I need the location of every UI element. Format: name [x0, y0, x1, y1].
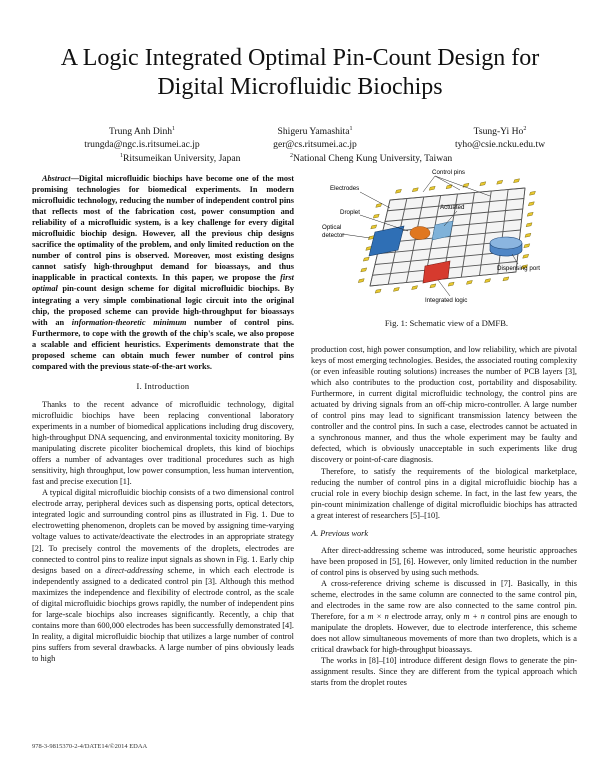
control-pin [395, 189, 401, 193]
intro-paragraph-2a: A typical digital microfluidic biochip consists of a two dimensional control electrode array, peripheral devices such as dispensing ports, optical detectors, integrated logic and surrounding control pins as illustrated in Fig. 1. Due to electrowetting phenomenon, droplets can be moved by assigning time-varying voltage values to activate/deactivate the electrodes in an appropriate strategy [2]. To precisely control the movements of the droplets, electrodes are connected to control pins to realize input signals as shown in Fig. 1. Early chip designs based on a [32, 488, 294, 575]
affiliation-2-sup: 2 [290, 153, 293, 159]
right-paragraph-4c: control pins are enough to manipulate the droplets. However, due to electrode interference, this scheme does not allow simultaneous movements of more than two droplets, which is a critical drawback for high-throughput bioassays. [311, 612, 578, 655]
author-3 [430, 123, 570, 151]
label-optical: Optical [322, 224, 342, 231]
intro-paragraph-2 [32, 487, 294, 664]
label-actuated: Actuated [440, 204, 465, 211]
right-paragraph-4b: electrode array, only [388, 612, 464, 622]
label-control-pins: Control pins [432, 169, 466, 176]
math-m-times-n: m × n [367, 612, 389, 622]
author-2-name: Shigeru Yamashita [277, 126, 350, 138]
author-3-sup: 2 [523, 126, 527, 132]
label-dispensing-port: Dispensing port [497, 265, 540, 272]
control-pin [448, 282, 454, 286]
control-pin [412, 188, 418, 192]
control-pin [514, 179, 520, 183]
right-paragraph-5: The works in [8]–[10] introduce different design flows to generate the pin-assignment results. Since they are different from the typical approach which starts from the droplet routes [311, 656, 577, 688]
left-column [32, 173, 294, 664]
abstract-label: Abstract [42, 174, 71, 183]
control-pin [525, 233, 531, 237]
abstract-emphasis-1: first optimal [32, 273, 294, 294]
control-pin [358, 279, 364, 283]
dispensing-port-top [490, 237, 522, 249]
control-pin [429, 186, 435, 190]
control-pin [361, 268, 367, 272]
footer-copyright: 978-3-9815370-2-4/DATE14/©2014 EDAA [32, 743, 148, 750]
affiliation-1-sup: 1 [120, 153, 123, 159]
control-pin [412, 286, 418, 290]
control-pin [371, 225, 377, 229]
label-droplet: Droplet [340, 209, 360, 216]
right-paragraph-4 [311, 578, 577, 655]
abstract-text-2: pin-count design scheme for digital microfluidic biochips. By integrating a very simple combinational logic circuit into the original chip, the proposed scheme can provide high-throughput for bioassays with an [32, 284, 294, 327]
abstract-text-3: number of control pins. Furthermore, to cope with the growth of the chip's scale, we also propose a scalable and efficient heuristics. Experiments demonstrate that the proposed scheme can obtain much fewer number of control pins compared with the previous state-of-the-art works. [32, 317, 294, 371]
abstract [32, 173, 294, 372]
control-pin [526, 223, 532, 227]
figure-1-schematic [320, 168, 570, 314]
author-1 [72, 123, 212, 151]
right-paragraph-1: production cost, high power consumption, and low reliability, which are pivotal keys of most emerging technologies. Besides, the associated routing complexity (or even infeasible routing solutions) increases the number of PCB layers [3], which also contributes to the production cost, portability and disposability. Furthermore, in current digital microfluidic technology, the control pins are actuated by driving signals from an off-chip micro-controller. A large number of control pins may lead to significant transmission latency between the controller and the control pins. In such a case, electrodes cannot be actuated in a synchronous manner, and thus the whole experiment may be faulty and defected, which is obviously unacceptable in such experiments like drug discovery or point-of-care diagnosis. [311, 345, 577, 465]
control-pin [497, 180, 503, 184]
math-m-plus-n: m + n [463, 612, 485, 622]
control-pin [524, 244, 530, 248]
control-pin [528, 202, 534, 206]
affiliation-2-text: National Cheng Kung University, Taiwan [293, 153, 453, 165]
author-1-name: Trung Anh Dinh [108, 126, 173, 138]
affiliation-2 [290, 150, 452, 165]
paper-title [30, 44, 570, 102]
title-line-2: Digital Microfluidic Biochips [157, 74, 443, 100]
control-pin [393, 287, 399, 291]
author-3-name: Tsung-Yi Ho [473, 126, 524, 138]
control-pin [363, 257, 369, 261]
label-detector: detector [322, 232, 345, 239]
intro-paragraph-2b: scheme, in which each electrode is independently assigned to a dedicated control pin [3]. Although this method maximizes the independence and flexibility of electrode control, as the scale of digital microfluidic biochips grows rapidly, the number of independent pins for large-scale biochips also increases significantly. Recently, a chip that contains more than 600,000 electrodes has been successfully demonstrated [4]. In reality, a digital microfluidic biochip that utilizes a large number of control pins suffers from several drawbacks. A large number of pins obviously leads to high [32, 565, 295, 663]
right-paragraph-4a: A cross-reference driving scheme is discussed in [7]. Basically, in this scheme, electrodes in the same column are connected to the same control pin, and electrodes in the same row are also connected to the same control pin. Therefore, for a [311, 578, 577, 622]
author-1-email: trungda@ngc.is.ritsumei.ac.jp [84, 139, 200, 151]
control-pin [430, 284, 436, 288]
abstract-text-1: —Digital microfluidic biochips have become one of the most promising technologies for biomedical experiments. In modern microfluidic technology, reducing the number of independent control pins that reflects most of the fabrication cost, power consumption and reliability of a microfluidic system, is a key challenge for every digital microfluidic biochip design. However, all the previous chip designs sacrifice the optimality of the problem, and only limited reduction on the number of control pins is observed. Moreover, most existing designs cannot satisfy high-throughput demand for bioassays, and thus inapplicable in practical contexts. In this paper, we propose the [32, 174, 294, 283]
subsection-previous-work: A. Previous work [311, 528, 369, 538]
control-pin [485, 279, 491, 283]
control-pin [480, 182, 486, 186]
intro-paragraph-2-emphasis: direct-addressing [105, 565, 164, 575]
affiliation-1 [120, 150, 240, 165]
figure-1-caption: Fig. 1: Schematic view of a DMFB. [384, 318, 509, 328]
control-pin [466, 280, 472, 284]
right-column [311, 344, 577, 688]
author-2 [250, 123, 380, 151]
control-pin [523, 254, 529, 258]
label-integrated-logic: Integrated logic [425, 297, 468, 304]
control-pin [503, 277, 509, 281]
author-1-sup: 1 [172, 126, 176, 132]
right-paragraph-3: After direct-addressing scheme was introduced, some heuristic approaches have been proposed in [5], [6]. However, only limited reduction in the number of control pins is observed by using such methods. [311, 545, 577, 577]
right-paragraph-2: Therefore, to satisfy the requirements of the biological marketplace, reducing the number of control pins in a digital microfluidic biochip has a crucial role in every biochip design scheme. In fact, in the last few years, the pin-count minimization challenge of digital microfluidic biochips has attracted a great interest of researchers [5]–[10]. [311, 466, 577, 520]
control-pin [446, 185, 452, 189]
control-pin [373, 214, 379, 218]
author-3-email: tyho@csie.ncku.edu.tw [454, 139, 546, 151]
droplet-shape [410, 227, 430, 240]
author-2-email: ger@cs.ritsumei.ac.jp [273, 139, 357, 151]
label-electrodes: Electrodes [330, 185, 360, 192]
control-pin [527, 212, 533, 216]
intro-paragraph-1: Thanks to the recent advance of microfluidic technology, digital microfluidic biochips have been replacing conventional laboratory experiments in a number of biomedical applications including drug discovery, high-throughput DNA sequencing, and environmental toxicity monitoring. By manipulating discrete picoliter biochemical droplets, this kind of biochips offers a number of advantages over traditional procedures such as high sensitivity, high throughput, low power consumption, less human intervention, fast and precise execution [1]. [32, 399, 294, 487]
abstract-emphasis-2: information-theoretic minimum [71, 317, 187, 327]
control-pin [376, 203, 382, 207]
section-heading-introduction: I. Introduction [136, 381, 190, 391]
control-pin [375, 289, 381, 293]
author-2-sup: 1 [349, 126, 353, 132]
affiliation-1-text: Ritsumeikan University, Japan [123, 153, 241, 165]
title-line-1: A Logic Integrated Optimal Pin-Count Design for [60, 45, 540, 71]
control-pin [529, 191, 535, 195]
